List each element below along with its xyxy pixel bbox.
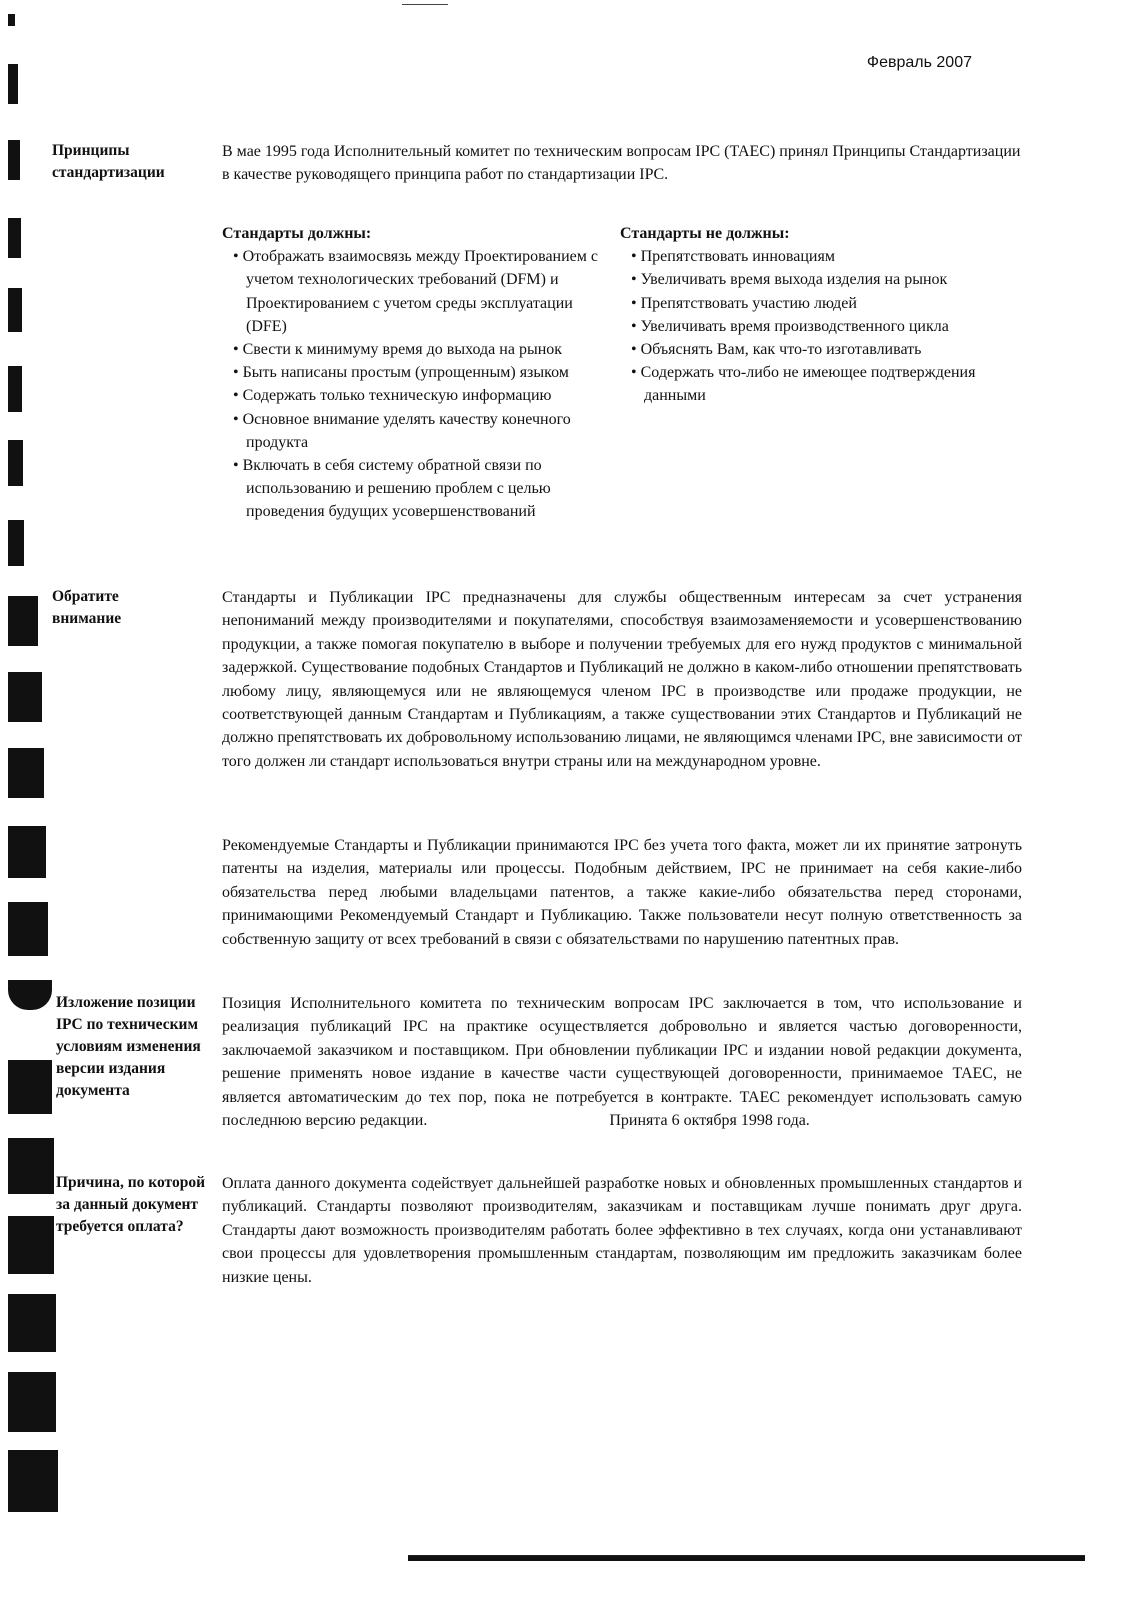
should-list — [222, 245, 617, 523]
section-label-notice: Обратите внимание — [52, 588, 122, 627]
binder-mark — [8, 64, 18, 104]
binder-mark — [8, 1138, 54, 1194]
section-label-principles: Принципы стандартизации — [52, 142, 165, 181]
position-statement: Позиция Исполнительного комитета по техническим вопросам IPC заключается в том, что использование и реализация публикаций IPC на практике осуществляется добровольно и является частью договоренности, заключаемой заказчиком и поставщиком. При обновлении публикации IPC и издании новой редакции документа, решение применять новое издание в качестве части существующей договоренности, принимаемое TAEC, не является автоматическим до тех пор, пока не потребуется в контракте. TAEC рекомендует использовать самую последнюю версию редакции. — [222, 995, 1022, 1130]
top-rule — [402, 4, 448, 5]
section-label-position: Изложение позиции IPC по техническим условиям изменения версии издания документа — [56, 994, 201, 1099]
list-item: • Препятствовать участию людей — [620, 292, 1020, 315]
binder-mark — [8, 218, 21, 258]
list-item: • Препятствовать инновациям — [620, 245, 1020, 268]
binder-mark — [8, 14, 15, 26]
list-item: • Отображать взаимосвязь между Проектированием с учетом технологических требований (DFM) и Проектированием с учетом среды эксплуатации (DFE) — [222, 245, 617, 338]
list-item: • Увеличивать время производственного цикла — [620, 315, 1020, 338]
should-column — [222, 222, 617, 524]
bottom-rule — [408, 1555, 1085, 1561]
binder-mark — [8, 826, 46, 878]
binder-mark — [8, 1060, 52, 1114]
list-item: • Основное внимание уделять качеству конечного продукта — [222, 408, 617, 454]
binder-mark — [8, 1216, 54, 1274]
list-item: • Содержать что-либо не имеющее подтверждения данными — [620, 361, 1020, 407]
principles-intro: В мае 1995 года Исполнительный комитет по техническим вопросам IPC (TAEC) принял Принципы Стандартизации в качестве руководящего принципа работ по стандартизации IPC. — [222, 143, 1021, 184]
position-text — [222, 992, 1022, 1132]
binder-mark — [8, 288, 22, 332]
should-heading: Стандарты должны: — [222, 225, 372, 242]
list-item: • Свести к минимуму время до выхода на рынок — [222, 338, 617, 361]
binder-mark — [8, 1450, 58, 1512]
binder-mark — [8, 366, 22, 412]
should-not-column — [620, 222, 1020, 408]
section-label-payment: Причина, по которой за данный документ требуется оплата? — [56, 1174, 205, 1235]
list-item: • Содержать только техническую информацию — [222, 384, 617, 407]
should-not-list — [620, 245, 1020, 407]
binder-mark — [8, 672, 42, 722]
binder-mark — [8, 1372, 56, 1432]
notice-paragraph-1: Стандарты и Публикации IPC предназначены для службы общественным интересам за счет устранения непониманий между производителями и покупателями, способствуя взаимозаменяемости и усовершенствованию продукции, а также помогая покупателю в выборе и получении требуемых для его нужд продуктов с минимальной задержкой. Существование подобных Стандартов и Публикаций не должно в каком-либо отношении препятствовать любому лицу, являющемуся или не являющемуся членом IPC в производстве или продаже продукции, не соответствующей данным Стандартам и Публикациям, а также существовании этих Стандартов и Публикаций не должно препятствовать их добровольному использованию лицами, не являющимся членами IPC, вне зависимости от того должен ли стандарт использоваться внутри страны или на международном уровне. — [222, 589, 1022, 770]
should-not-heading: Стандарты не должны: — [620, 225, 790, 242]
binder-mark — [8, 440, 23, 486]
document-date: Февраль 2007 — [866, 54, 972, 71]
binder-mark — [8, 980, 52, 1010]
binder-mark — [8, 520, 24, 566]
position-adopted-date: Принята 6 октября 1998 года. — [609, 1112, 810, 1130]
binder-mark — [8, 596, 38, 646]
list-item: • Увеличивать время выхода изделия на рынок — [620, 268, 1020, 291]
notice-paragraph-2: Рекомендуемые Стандарты и Публикации принимаются IPC без учета того факта, может ли их принятие затронуть патенты на изделия, материалы или процессы. Подобным действием, IPC не принимает на себя какие-либо обязательства перед любыми владельцами патентов, а также какие-либо обязательства перед сторонами, принимающими Рекомендуемый Стандарт и Публикацию. Также пользователи несут полную ответственность за собственную защиту от всех требований в связи с обязательствами по нарушению патентных прав. — [222, 837, 1022, 948]
payment-text: Оплата данного документа содействует дальнейшей разработке новых и обновленных промышленных стандартов и публикаций. Стандарты позволяют производителям, заказчикам и поставщикам лучше понимать друг друга. Стандарты дают возможность производителям работать более эффективно в тех случаях, когда они устанавливают свои процессы для удовлетворения промышленным стандартам, позволяющим им предложить заказчикам более низкие цены. — [222, 1175, 1022, 1286]
list-item: • Объяснять Вам, как что-то изготавливать — [620, 338, 1020, 361]
binder-mark — [8, 748, 44, 798]
list-item: • Быть написаны простым (упрощенным) языком — [222, 361, 617, 384]
binder-mark — [8, 140, 20, 180]
binder-mark — [8, 902, 48, 956]
binder-mark — [8, 1294, 56, 1352]
list-item: • Включать в себя систему обратной связи по использованию и решению проблем с целью проведения будущих усовершенствований — [222, 454, 617, 524]
